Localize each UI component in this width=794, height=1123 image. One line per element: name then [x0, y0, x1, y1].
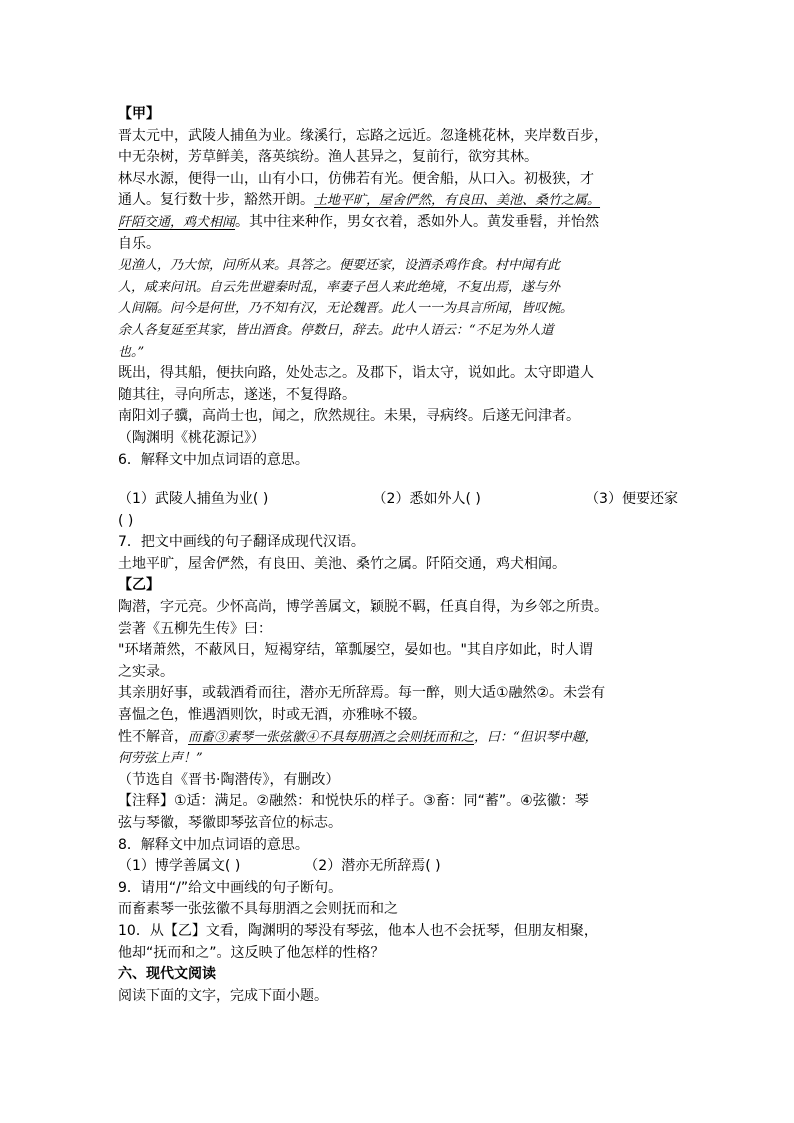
section-6-instruction: 阅读下面的文字，完成下面小题。 — [118, 987, 328, 1004]
question-10-line: 10．从【乙】文看，陶渊明的琴没有琴弦，他本人也不会抚琴，但朋友相聚， — [118, 922, 598, 939]
underlined-sentence: 土地平旷，屋舍俨然，有良田、美池、桑竹之属。 — [314, 193, 601, 209]
q8-option-2[interactable]: （2）潜亦无所辞焉( ) — [304, 858, 441, 875]
passage-a-italic-line: 也。” — [118, 344, 145, 360]
passage-a-italic-line: 人间隔。问今是何世，乃不知有汉，无论魏晋。此人一一为具言所闻，皆叹惋。 — [118, 301, 574, 317]
question-9-sentence[interactable]: 而畜素琴一张弦徽不具每朋酒之会则抚而和之 — [118, 901, 398, 918]
plain-text: 。其中往来种作，男女衣着，悉如外人。黄发垂髫，并怡然 — [235, 213, 600, 230]
q6-option-2[interactable]: （2）悉如外人( ) — [372, 491, 481, 508]
passage-a-italic-line: 见渔人，乃大惊，问所从来。具答之。便要还家，设酒杀鸡作食。村中闻有此 — [118, 258, 561, 274]
passage-a-line — [118, 212, 678, 234]
italic-text: ，曰：“但识琴中趣， — [474, 729, 598, 745]
question-8-stem: 8．解释文中加点词语的意思。 — [118, 836, 309, 853]
question-6-stem: 6．解释文中加点词语的意思。 — [118, 451, 309, 468]
q6-option-1[interactable]: （1）武陵人捕鱼为业( ) — [118, 491, 269, 508]
question-9-stem: 9．请用“/”给文中画线的句子断句。 — [118, 879, 343, 896]
passage-b-line: 尝著《五柳先生传》曰： — [118, 620, 272, 637]
passage-b-line: "环堵萧然，不蔽风日，短褐穿结，箪瓢屡空，晏如也。"其自序如此，时人谓 — [118, 642, 593, 659]
passage-a-line: 林尽水源，便得一山，山有小口，仿佛若有光。便舍船，从口入。初极狭，才 — [118, 170, 594, 187]
passage-b-line — [118, 727, 678, 749]
passage-b-label: 【乙】 — [118, 577, 160, 594]
plain-text: 通人。复行数十步，豁然开朗。 — [118, 192, 314, 209]
passage-a-line — [118, 190, 678, 212]
question-7-sentence: 土地平旷，屋舍俨然，有良田、美池、桑竹之属。阡陌交通，鸡犬相闻。 — [118, 555, 566, 572]
passage-a-line: 自乐。 — [118, 235, 160, 252]
passage-a-source: （陶渊明《桃花源记》） — [118, 429, 265, 446]
passage-a-label: 【甲】 — [118, 106, 160, 122]
passage-b-line: 其亲朋好事，或载酒肴而往，潜亦无所辞焉。每一醉，则大适①融然②。未尝有 — [118, 685, 606, 702]
question-8-options — [118, 856, 678, 878]
passage-b-line: 陶潜，字元亮。少怀高尚，博学善属文，颖脱不羁，任真自得，为乡邻之所贵。 — [118, 599, 608, 616]
passage-a-line: 随其往，寻向所志，遂迷，不复得路。 — [118, 386, 356, 403]
passage-b-notes: 【注释】①适：满足。②融然：和悦快乐的样子。③畜：同“蓄”。④弦徽：琴 — [118, 793, 589, 810]
passage-a-line: 晋太元中，武陵人捕鱼为业。缘溪行，忘路之远近。忽逢桃花林，夹岸数百步， — [118, 127, 608, 144]
exam-page — [118, 104, 678, 1007]
passage-a-italic-line: 余人各复延至其家，皆出酒食。停数日，辞去。此中人语云：“不足为外人道 — [118, 322, 554, 338]
passage-a-line: 南阳刘子骥，高尚士也，闻之，欣然规往。未果，寻病终。后遂无问津者。 — [118, 408, 580, 425]
passage-a-italic-line: 人，咸来问讯。自云先世避秦时乱，率妻子邑人来此绝境，不复出焉，遂与外 — [118, 279, 561, 295]
passage-b-line: 喜愠之色，惟遇酒则饮，时或无酒，亦雅咏不辍。 — [118, 707, 426, 724]
section-6-title: 六、现代文阅读 — [118, 966, 216, 983]
passage-b-source: （节选自《晋书·陶潜传》，有删改） — [118, 771, 340, 788]
passage-b-notes: 弦与琴徽，琴徽即琴弦音位的标志。 — [118, 815, 342, 831]
underlined-sentence: 阡陌交通，鸡犬相闻 — [118, 214, 236, 230]
question-6-options — [118, 489, 678, 511]
passage-a-line: 既出，得其船，便扶向路，处处志之。及郡下，诣太守，说如此。太守即遣人 — [118, 365, 594, 382]
underlined-sentence: 而畜③素琴一张弦徽④不具每朋酒之会则抚而和之 — [188, 729, 475, 745]
q6-option-3-blank[interactable]: ( ) — [118, 512, 134, 529]
spacer — [118, 471, 678, 489]
question-7-stem: 7．把文中画线的句子翻译成现代汉语。 — [118, 534, 365, 551]
q8-option-1[interactable]: （1）博学善属文( ) — [118, 858, 241, 875]
passage-a-line: 中无杂树，芳草鲜美，落英缤纷。渔人甚异之，复前行，欲穷其林。 — [118, 149, 538, 166]
plain-text: 性不解音， — [118, 728, 188, 745]
q6-option-3[interactable]: （3）便要还家 — [585, 491, 678, 508]
passage-b-italic-line: 何劳弦上声！” — [118, 751, 203, 767]
passage-b-line: 之实录。 — [118, 663, 174, 680]
question-10-line: 他却“抚而和之”。这反映了他怎样的性格？ — [118, 944, 385, 961]
